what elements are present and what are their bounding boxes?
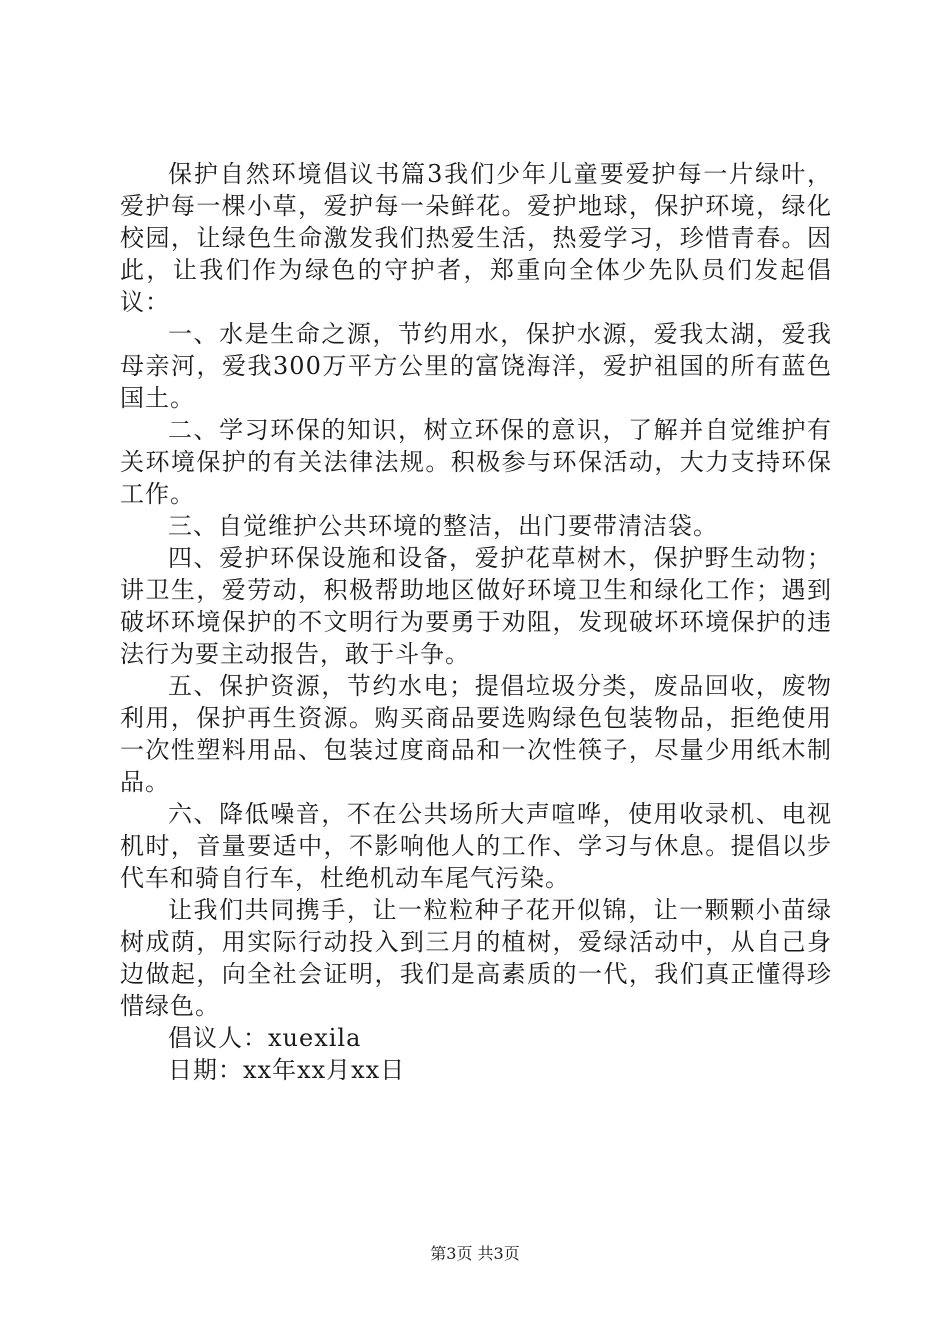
paragraph-item-4: 四、爱护环保设施和设备，爱护花草树木，保护野生动物；讲卫生，爱劳动，积极帮助地区做好环境卫生和绿化工作；遇到破坏环境保护的不文明行为要勇于劝阻，发现破坏环境保护的违法行为要主动报告，敢于斗争。 [120,544,832,668]
date-line: 日期：xx年xx月xx日 [168,1056,406,1084]
paragraph-intro: 保护自然环境倡议书篇3我们少年儿童要爱护每一片绿叶，爱护每一棵小草，爱护每一朵鲜花。爱护地球，保护环境，绿化校园，让绿色生命激发我们热爱生活，热爱学习，珍惜青春。因此，让我们作为绿色的守护者，郑重向全体少先队员们发起倡议： [120,160,832,316]
page-number-footer: 第3页 共3页 [430,1244,520,1263]
signer-line: 倡议人：xuexila [168,1024,362,1052]
paragraph-item-3: 三、自觉维护公共环境的整洁，出门要带清洁袋。 [168,512,718,540]
paragraph-item-6: 六、降低噪音，不在公共场所大声喧哗，使用收录机、电视机时，音量要适中，不影响他人的工作、学习与休息。提倡以步代车和骑自行车，杜绝机动车尾气污染。 [120,800,832,892]
document-body [120,158,832,1086]
paragraph-closing: 让我们共同携手，让一粒粒种子花开似锦，让一颗颗小苗绿树成荫，用实际行动投入到三月的植树，爱绿活动中，从自己身边做起，向全社会证明，我们是高素质的一代，我们真正懂得珍惜绿色。 [120,896,832,1020]
paragraph-item-2: 二、学习环保的知识，树立环保的意识，了解并自觉维护有关环境保护的有关法律法规。积极参与环保活动，大力支持环保工作。 [120,416,832,508]
paragraph-item-5: 五、保护资源，节约水电；提倡垃圾分类，废品回收，废物利用，保护再生资源。购买商品要选购绿色包装物品，拒绝使用一次性塑料用品、包装过度商品和一次性筷子，尽量少用纸木制品。 [120,672,832,796]
paragraph-item-1: 一、水是生命之源，节约用水，保护水源，爱我太湖，爱我母亲河，爱我300万平方公里的富饶海洋，爱护祖国的所有蓝色国土。 [120,320,832,412]
